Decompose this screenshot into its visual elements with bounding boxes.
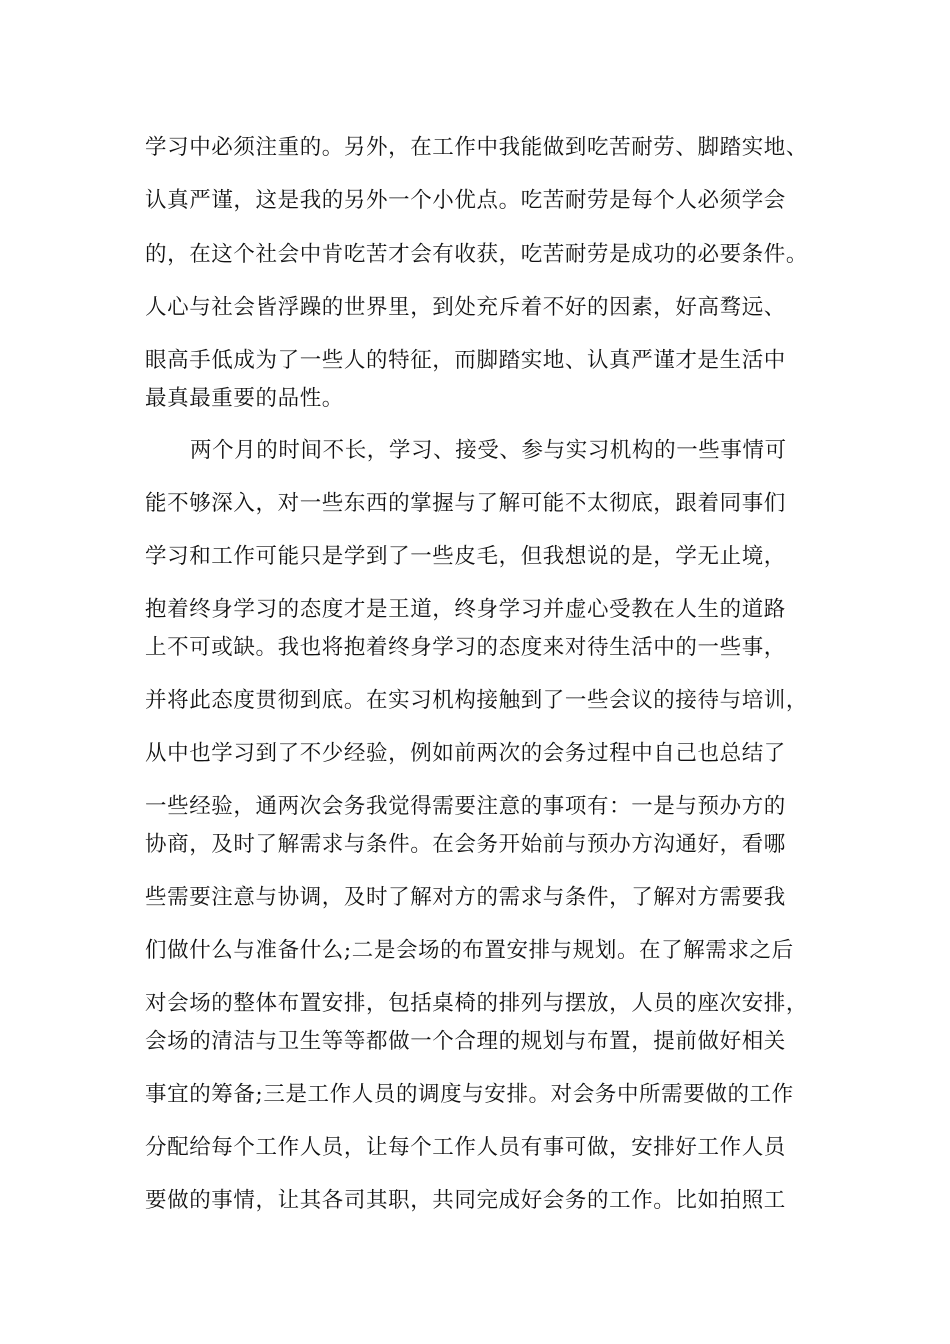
text-line: 们做什么与准备什么;二是会场的布置安排与规划。在了解需求之后	[145, 938, 794, 963]
text-line: 能不够深入，对一些东西的掌握与了解可能不太彻底，跟着同事们	[145, 491, 786, 516]
text-line: 学习和工作可能只是学到了一些皮毛，但我想说的是，学无止境，	[145, 544, 786, 569]
text-line: 人心与社会皆浮躁的世界里，到处充斥着不好的因素，好高骛远、	[145, 295, 786, 320]
text-line: 认真严谨，这是我的另外一个小优点。吃苦耐劳是每个人必须学会	[145, 188, 786, 213]
text-line: 对会场的整体布置安排，包括桌椅的排列与摆放，人员的座次安排，	[145, 991, 809, 1016]
text-line: 分配给每个工作人员，让每个工作人员有事可做，安排好工作人员	[145, 1135, 786, 1160]
text-line: 眼高手低成为了一些人的特征，而脚踏实地、认真严谨才是生活中	[145, 348, 786, 373]
text-line: 最真最重要的品性。	[145, 386, 344, 411]
text-line: 两个月的时间不长，学习、接受、参与实习机构的一些事情可	[190, 438, 787, 463]
text-line: 事宜的筹备;三是工作人员的调度与安排。对会务中所需要做的工作	[145, 1082, 794, 1107]
text-line: 抱着终身学习的态度才是王道，终身学习并虚心受教在人生的道路	[145, 597, 786, 622]
text-line: 些需要注意与协调，及时了解对方的需求与条件，了解对方需要我	[145, 885, 786, 910]
text-line: 并将此态度贯彻到底。在实习机构接触到了一些会议的接待与培训，	[145, 688, 809, 713]
text-line: 上不可或缺。我也将抱着终身学习的态度来对待生活中的一些事，	[145, 635, 786, 660]
text-line: 的，在这个社会中肯吃苦才会有收获，吃苦耐劳是成功的必要条件。	[145, 242, 809, 267]
text-line: 学习中必须注重的。另外，在工作中我能做到吃苦耐劳、脚踏实地、	[145, 135, 809, 160]
text-line: 会场的清洁与卫生等等都做一个合理的规划与布置，提前做好相关	[145, 1029, 786, 1054]
text-line: 协商，及时了解需求与条件。在会务开始前与预办方沟通好，看哪	[145, 832, 786, 857]
text-line: 从中也学习到了不少经验，例如前两次的会务过程中自己也总结了	[145, 741, 786, 766]
text-line: 一些经验，通两次会务我觉得需要注意的事项有：一是与预办方的	[145, 794, 786, 819]
text-line: 要做的事情，让其各司其职，共同完成好会务的工作。比如拍照工	[145, 1188, 786, 1213]
